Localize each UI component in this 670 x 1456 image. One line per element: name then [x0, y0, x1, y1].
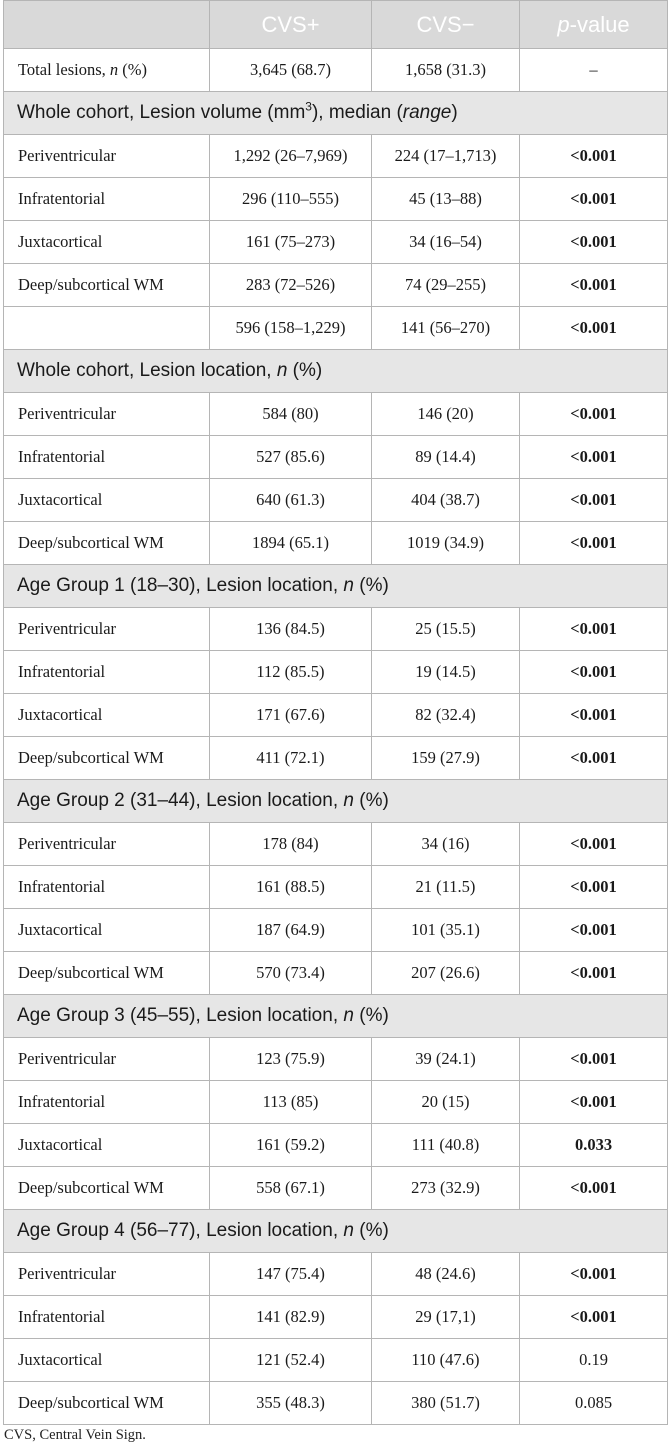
row-label: Juxtacortical [4, 1339, 210, 1382]
row-cvs-plus: 178 (84) [210, 823, 372, 866]
row-cvs-minus: 45 (13–88) [372, 178, 520, 221]
row-cvs-minus: 82 (32.4) [372, 694, 520, 737]
table-row [4, 1038, 668, 1081]
row-p-value: <0.001 [520, 393, 668, 436]
section-header-row [4, 565, 668, 608]
row-cvs-plus: 171 (67.6) [210, 694, 372, 737]
row-label: Infratentorial [4, 1296, 210, 1339]
section-title-title-end: ) [451, 102, 458, 123]
row-cvs-plus: 584 (80) [210, 393, 372, 436]
table-row [4, 952, 668, 995]
table-row [4, 221, 668, 264]
row-cvs-minus: 141 (56–270) [372, 307, 520, 350]
row-label: Juxtacortical [4, 909, 210, 952]
row-label: Infratentorial [4, 178, 210, 221]
table-row [4, 1253, 668, 1296]
row-cvs-plus: 283 (72–526) [210, 264, 372, 307]
table-row [4, 436, 668, 479]
row-label [4, 307, 210, 350]
total-cvs-minus: 1,658 (31.3) [372, 49, 520, 92]
row-cvs-minus: 34 (16) [372, 823, 520, 866]
table-row [4, 1124, 668, 1167]
row-p-value: <0.001 [520, 221, 668, 264]
section-header-row [4, 1210, 668, 1253]
row-cvs-minus: 207 (26.6) [372, 952, 520, 995]
row-cvs-minus: 110 (47.6) [372, 1339, 520, 1382]
row-label: Juxtacortical [4, 1124, 210, 1167]
row-p-value: <0.001 [520, 608, 668, 651]
section-title [4, 780, 668, 823]
section-title-title-end: (%) [353, 790, 389, 811]
row-p-value: <0.001 [520, 1081, 668, 1124]
row-cvs-minus: 146 (20) [372, 393, 520, 436]
section-title-title-mid: ), median ( [311, 102, 403, 123]
section-title [4, 565, 668, 608]
section-title [4, 92, 668, 135]
total-cvs-plus: 3,645 (68.7) [210, 49, 372, 92]
row-cvs-plus: 640 (61.3) [210, 479, 372, 522]
row-cvs-minus: 273 (32.9) [372, 1167, 520, 1210]
row-p-value: <0.001 [520, 1038, 668, 1081]
section-title [4, 350, 668, 393]
row-cvs-plus: 161 (59.2) [210, 1124, 372, 1167]
row-p-value: 0.085 [520, 1382, 668, 1425]
section-title-title-main: Age Group 1 (18–30), Lesion location, [17, 575, 344, 596]
row-cvs-plus: 136 (84.5) [210, 608, 372, 651]
header-cvs-plus: CVS+ [210, 1, 372, 49]
table-row [4, 307, 668, 350]
section-title [4, 995, 668, 1038]
row-cvs-minus: 101 (35.1) [372, 909, 520, 952]
section-title-title-italic: n [343, 1005, 354, 1026]
section-title-title-main: Whole cohort, Lesion location, [17, 360, 277, 381]
table-caption: CVS, Central Vein Sign. [4, 1427, 146, 1443]
header-p-italic: p [557, 11, 570, 37]
row-p-value: 0.19 [520, 1339, 668, 1382]
table-row [4, 694, 668, 737]
row-cvs-minus: 224 (17–1,713) [372, 135, 520, 178]
section-title-title-italic: n [343, 1220, 354, 1241]
section-header-row [4, 995, 668, 1038]
total-label-pct: (%) [118, 60, 147, 79]
row-p-value: <0.001 [520, 1253, 668, 1296]
row-p-value: <0.001 [520, 307, 668, 350]
section-title [4, 1210, 668, 1253]
section-title-title-main: Whole cohort, Lesion volume (mm [17, 102, 306, 123]
section-header-row [4, 780, 668, 823]
row-cvs-plus: 121 (52.4) [210, 1339, 372, 1382]
section-title-title-end: (%) [353, 1005, 389, 1026]
row-label: Infratentorial [4, 1081, 210, 1124]
row-cvs-minus: 25 (15.5) [372, 608, 520, 651]
table-body [4, 49, 668, 1425]
total-label-n: n [109, 60, 119, 79]
section-title-title-italic: n [343, 575, 354, 596]
row-cvs-plus: 187 (64.9) [210, 909, 372, 952]
row-cvs-plus: 1894 (65.1) [210, 522, 372, 565]
section-header-row [4, 92, 668, 135]
row-p-value: <0.001 [520, 522, 668, 565]
row-cvs-plus: 112 (85.5) [210, 651, 372, 694]
row-cvs-plus: 411 (72.1) [210, 737, 372, 780]
results-table [3, 0, 668, 1425]
table-row [4, 1296, 668, 1339]
row-label: Periventricular [4, 823, 210, 866]
row-label: Infratentorial [4, 866, 210, 909]
table-row [4, 178, 668, 221]
row-cvs-plus: 355 (48.3) [210, 1382, 372, 1425]
table-row [4, 737, 668, 780]
table-row [4, 909, 668, 952]
table-row [4, 522, 668, 565]
table-row [4, 608, 668, 651]
row-cvs-plus: 113 (85) [210, 1081, 372, 1124]
row-cvs-plus: 161 (75–273) [210, 221, 372, 264]
row-cvs-plus: 296 (110–555) [210, 178, 372, 221]
table-row [4, 1382, 668, 1425]
row-cvs-plus: 596 (158–1,229) [210, 307, 372, 350]
row-cvs-minus: 39 (24.1) [372, 1038, 520, 1081]
row-cvs-plus: 570 (73.4) [210, 952, 372, 995]
row-cvs-minus: 1019 (34.9) [372, 522, 520, 565]
table-row [4, 135, 668, 178]
row-p-value: <0.001 [520, 952, 668, 995]
table-row [4, 479, 668, 522]
row-p-value: <0.001 [520, 909, 668, 952]
row-p-value: <0.001 [520, 823, 668, 866]
table-row [4, 1167, 668, 1210]
row-label: Periventricular [4, 1038, 210, 1081]
row-p-value: <0.001 [520, 737, 668, 780]
section-title-title-sup: 3 [305, 99, 312, 114]
row-p-value: <0.001 [520, 264, 668, 307]
row-cvs-plus: 123 (75.9) [210, 1038, 372, 1081]
table-row [4, 1339, 668, 1382]
row-p-value: <0.001 [520, 479, 668, 522]
section-title-title-italic: n [343, 790, 354, 811]
row-cvs-minus: 48 (24.6) [372, 1253, 520, 1296]
total-p-value: – [520, 49, 668, 92]
total-lesions-label [4, 49, 210, 92]
row-p-value: <0.001 [520, 178, 668, 221]
row-cvs-plus: 161 (88.5) [210, 866, 372, 909]
row-label: Infratentorial [4, 651, 210, 694]
row-label: Infratentorial [4, 436, 210, 479]
row-label: Deep/subcortical WM [4, 1382, 210, 1425]
section-title-title-main: Age Group 4 (56–77), Lesion location, [17, 1220, 344, 1241]
row-cvs-minus: 159 (27.9) [372, 737, 520, 780]
row-label: Deep/subcortical WM [4, 264, 210, 307]
section-title-title-end: (%) [353, 575, 389, 596]
header-row [4, 1, 668, 49]
section-title-title-end: (%) [353, 1220, 389, 1241]
row-cvs-minus: 89 (14.4) [372, 436, 520, 479]
section-header-row [4, 350, 668, 393]
section-title-title-italic: range [402, 102, 452, 123]
row-p-value: <0.001 [520, 1296, 668, 1339]
row-cvs-minus: 404 (38.7) [372, 479, 520, 522]
table-row [4, 1081, 668, 1124]
row-cvs-minus: 111 (40.8) [372, 1124, 520, 1167]
row-p-value: <0.001 [520, 1167, 668, 1210]
table-row [4, 823, 668, 866]
table-row [4, 866, 668, 909]
row-cvs-plus: 141 (82.9) [210, 1296, 372, 1339]
row-p-value: <0.001 [520, 866, 668, 909]
total-label-main: Total lesions, [18, 60, 110, 79]
row-cvs-minus: 21 (11.5) [372, 866, 520, 909]
row-cvs-plus: 1,292 (26–7,969) [210, 135, 372, 178]
row-cvs-minus: 34 (16–54) [372, 221, 520, 264]
row-label: Deep/subcortical WM [4, 1167, 210, 1210]
table-row [4, 264, 668, 307]
row-p-value: <0.001 [520, 436, 668, 479]
table-row [4, 651, 668, 694]
row-cvs-minus: 19 (14.5) [372, 651, 520, 694]
row-label: Juxtacortical [4, 694, 210, 737]
results-table-container [3, 0, 667, 1425]
row-label: Deep/subcortical WM [4, 737, 210, 780]
row-cvs-plus: 558 (67.1) [210, 1167, 372, 1210]
row-p-value: 0.033 [520, 1124, 668, 1167]
row-p-value: <0.001 [520, 135, 668, 178]
row-p-value: <0.001 [520, 651, 668, 694]
table-row [4, 393, 668, 436]
row-label: Juxtacortical [4, 221, 210, 264]
row-cvs-minus: 74 (29–255) [372, 264, 520, 307]
row-cvs-minus: 29 (17,1) [372, 1296, 520, 1339]
section-title-title-main: Age Group 3 (45–55), Lesion location, [17, 1005, 344, 1026]
section-title-title-end: (%) [287, 360, 323, 381]
total-lesions-row [4, 49, 668, 92]
row-label: Deep/subcortical WM [4, 522, 210, 565]
row-label: Juxtacortical [4, 479, 210, 522]
row-label: Periventricular [4, 608, 210, 651]
section-title-title-italic: n [276, 360, 288, 381]
row-label: Periventricular [4, 393, 210, 436]
header-cvs-minus: CVS− [372, 1, 520, 49]
header-blank-cell [4, 1, 210, 49]
row-label: Periventricular [4, 1253, 210, 1296]
row-cvs-minus: 380 (51.7) [372, 1382, 520, 1425]
row-cvs-plus: 527 (85.6) [210, 436, 372, 479]
row-p-value: <0.001 [520, 694, 668, 737]
row-cvs-minus: 20 (15) [372, 1081, 520, 1124]
header-p-rest: -value [569, 11, 630, 37]
row-label: Deep/subcortical WM [4, 952, 210, 995]
section-title-title-main: Age Group 2 (31–44), Lesion location, [17, 790, 344, 811]
row-label: Periventricular [4, 135, 210, 178]
header-p-value [520, 1, 668, 49]
row-cvs-plus: 147 (75.4) [210, 1253, 372, 1296]
